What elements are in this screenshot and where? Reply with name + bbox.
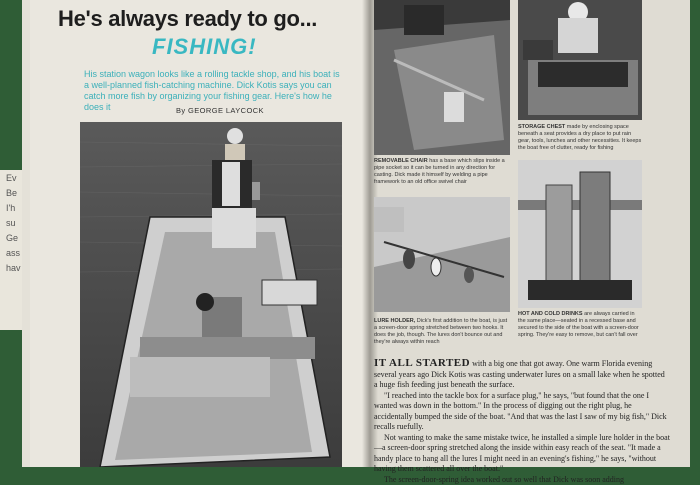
byline: By GEORGE LAYCOCK	[176, 106, 264, 115]
underlying-text-line: hav	[6, 262, 30, 275]
caption-text: Dick's first addition to the boat, is just a screen-door spring stretched between two hooks. It does the job, though. The lures don't bounce out and they're always within reach	[374, 318, 507, 345]
underlying-text-line: Be	[6, 187, 30, 200]
body-paragraph: IT ALL STARTED with a big one that got away. One warm Florida evening several years ago Dick Kotis was casting underwater lures on a small lake when he spotted a huge fish feeding just beneath the surface.	[374, 358, 670, 391]
removable-chair-caption	[374, 158, 510, 186]
drinks-caption	[518, 311, 642, 339]
caption-text: made by enclosing space beneath a seat provides a dry place to put rain gear, tools, lunches and other necessities. It keeps the boat free of clutter, ready for fishing	[518, 124, 641, 151]
underlying-text-line: su	[6, 217, 30, 230]
article-body	[374, 358, 670, 485]
body-paragraph: The screen-door-spring idea worked out so well that Dick was soon adding	[374, 475, 670, 485]
underlying-text-line: I'h	[6, 202, 30, 215]
underlying-text-line: Ev	[6, 172, 30, 185]
storage-chest-caption	[518, 124, 642, 152]
article-kicker: FISHING!	[152, 34, 257, 60]
caption-head: REMOVABLE CHAIR	[374, 158, 428, 164]
drinks-photo	[518, 160, 642, 308]
storage-chest-photo	[518, 0, 642, 120]
lure-holder-caption	[374, 318, 510, 346]
article-deck: His station wagon looks like a rolling tackle shop, and his boat is a well-planned fish-catching machine. Dick Kotis says you can catch more fish by organizing your fishing gear. Here's how he does it	[84, 69, 346, 113]
body-paragraph: "I reached into the tackle box for a surface plug," he says, "but found that the one I wanted was down in the bottom." In the process of digging out the right plug, he accidentally bumped the side of the boat. "And that was the last I saw of my big fish," Dick recalls ruefully.	[374, 391, 670, 433]
article-title: He's always ready to go...	[58, 6, 317, 32]
caption-text: has a base which slips inside a pipe socket so it can be turned in any direction for casting. Dick made it himself by welding a pipe framework to an old office swivel chair	[374, 158, 505, 185]
body-paragraph: Not wanting to make the same mistake twice, he installed a simple lure holder in the boat—a screen-door spring stretched along the inside within easy reach of the seat. "It made a handy place to hang all the lures I might need in an evening's fishing," he says, "without having them scattered all over the boat."	[374, 433, 670, 475]
lure-holder-photo	[374, 197, 510, 312]
lead-in: IT ALL STARTED	[374, 357, 470, 369]
caption-head: STORAGE CHEST	[518, 124, 565, 130]
underlying-text-line: ass	[6, 247, 30, 260]
caption-head: HOT AND COLD DRINKS	[518, 311, 583, 317]
caption-text: are always carried in the same place—seated in a recessed base and secured to the side of the boat with a screen-door spring. They're easy to remove, but can't fall over	[518, 311, 639, 338]
underlying-text-line: Ge	[6, 232, 30, 245]
removable-chair-photo	[374, 0, 510, 155]
boat-photo	[80, 122, 342, 467]
caption-head: LURE HOLDER,	[374, 318, 415, 324]
